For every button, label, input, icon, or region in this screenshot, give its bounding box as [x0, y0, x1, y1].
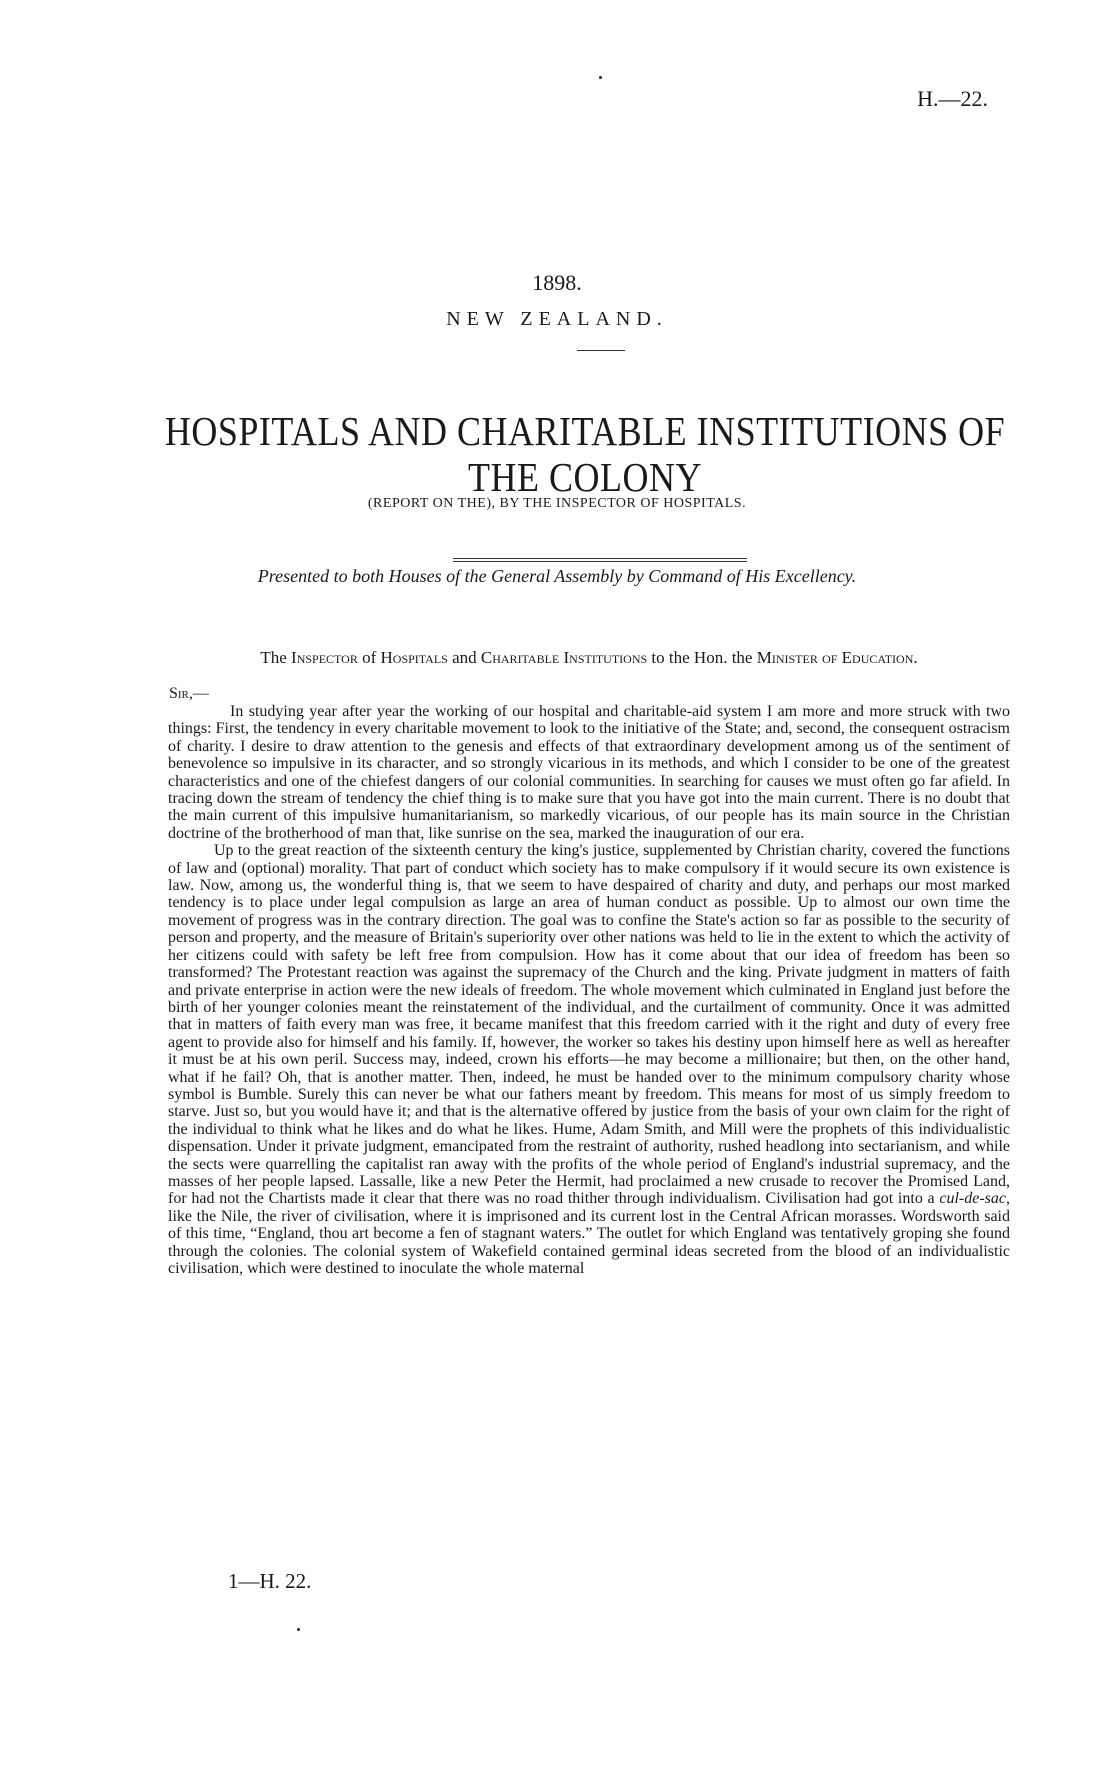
- report-subtitle: (REPORT ON THE), BY THE INSPECTOR OF HOSPITALS.: [367, 496, 747, 511]
- address-line: The Inspector of Hospitals and Charitable Institutions to the Hon. the Minister of Education.: [260, 648, 918, 667]
- report-body: [168, 703, 1010, 1277]
- paragraph: In studying year after year the working of our hospital and charitable-aid system I am more and more struck with two things: First, the tendency in every charitable movement to look to the initiative of the State; and, second, the consequent ostracism of charity. I desire to draw attention to the genesis and effects of that extraordinary development among us of the sentiment of benevolence so impulsive in its character, and so strongly vicarious in its methods, and which I consider to be one of the greatest characteristics and one of the chiefest dangers of our colonial communities. In searching for causes we must often go far afield. In tracing down the stream of tendency the chief thing is to make sure that you have got into the main current. There is no doubt that the main current of this impulsive humanitarianism, so markedly vicarious, of our people has its main source in the Christian doctrine of the brotherhood of man that, like sunrise on the sea, marked the inauguration of our era.: [168, 703, 1010, 842]
- salutation: Sir,—: [169, 685, 209, 702]
- divider-rule-double-top: [453, 558, 747, 559]
- country-heading: NEW ZEALAND.: [446, 308, 668, 330]
- page-reference: H.—22.: [917, 86, 988, 111]
- divider-rule: [577, 350, 625, 351]
- paragraph: Up to the great reaction of the sixteenth century the king's justice, supplemented by Christian charity, covered the functions of law and (optional) morality. That part of conduct which society has to make compulsory if it would secure its own existence is law. Now, among us, the wonderful thing is, that we seem to have despaired of charity and duty, and perhaps our most marked tendency is to place under legal compulsion as large an area of human conduct as possible. Up to almost our own time the movement of progress was in the contrary direction. The goal was to confine the State's action so far as possible to the security of person and property, and the measure of Britain's superiority over other nations was held to lie in the extent to which the activity of her citizens could with safety be left free from compulsion. How has it come about that our idea of freedom has been so transformed? The Protestant reaction was against the supremacy of the Church and the king. Private judgment in matters of faith and private enterprise in action were the new ideals of freedom. The whole movement which culminated in England just before the birth of her younger colonies meant the reinstatement of the individual, and the curtailment of community. Once it was admitted that in matters of faith every man was free, it became manifest that this freedom carried with it the right and duty of every free agent to provide also for himself and his family. If, however, the worker so takes his destiny upon himself here as well as hereafter it must be at his own peril. Success may, indeed, crown his efforts—he may become a millionaire; but then, on the other hand, what if he fail? Oh, that is another matter. Then, indeed, he must be handed over to the minimum compulsory charity whose symbol is Bumble. Surely this can never be what our fathers meant by freedom. This means for most of us simply freedom to starve. Just so, but you would have it; and that is the alternative offered by justice from the basis of your own claim for the right of the individual to think what he likes and do what he likes. Hume, Adam Smith, and Mill were the prophets of this individualistic dispensation. Under it private judgment, emancipated from the restraint of authority, rushed headlong into sectarianism, and while the sects were quarrelling the capitalist ran away with the profits of the whole period of England's industrial supremacy, and the masses of her people lapsed. Lassalle, like a new Peter the Hermit, had proclaimed a new crusade to recover the Promised Land, for had not the Chartists made it clear that there was no road thither through individualism. Civilisation had got into a cul-de-sac, like the Nile, the river of civilisation, where it is imprisoned and its current lost in the Central African morasses. Wordsworth said of this time, “England, thou art become a fen of stagnant waters.” The outlet for which England was tentatively groping she found through the colonies. The colonial system of Wakefield contained germinal ideas secreted from the blood of an individualistic civilisation, which were destined to inoculate the whole maternal: [168, 842, 1010, 1277]
- divider-rule-double-bottom: [453, 561, 747, 562]
- print-speck: [599, 76, 602, 79]
- page-title: HOSPITALS AND CHARITABLE INSTITUTIONS OF THE COLONY: [164, 408, 1006, 500]
- print-speck: [297, 1628, 300, 1631]
- sheet-signature-mark: 1—H. 22.: [228, 1569, 312, 1593]
- document-year: 1898.: [532, 270, 582, 295]
- presented-line: Presented to both Houses of the General Assembly by Command of His Excellency.: [257, 566, 857, 586]
